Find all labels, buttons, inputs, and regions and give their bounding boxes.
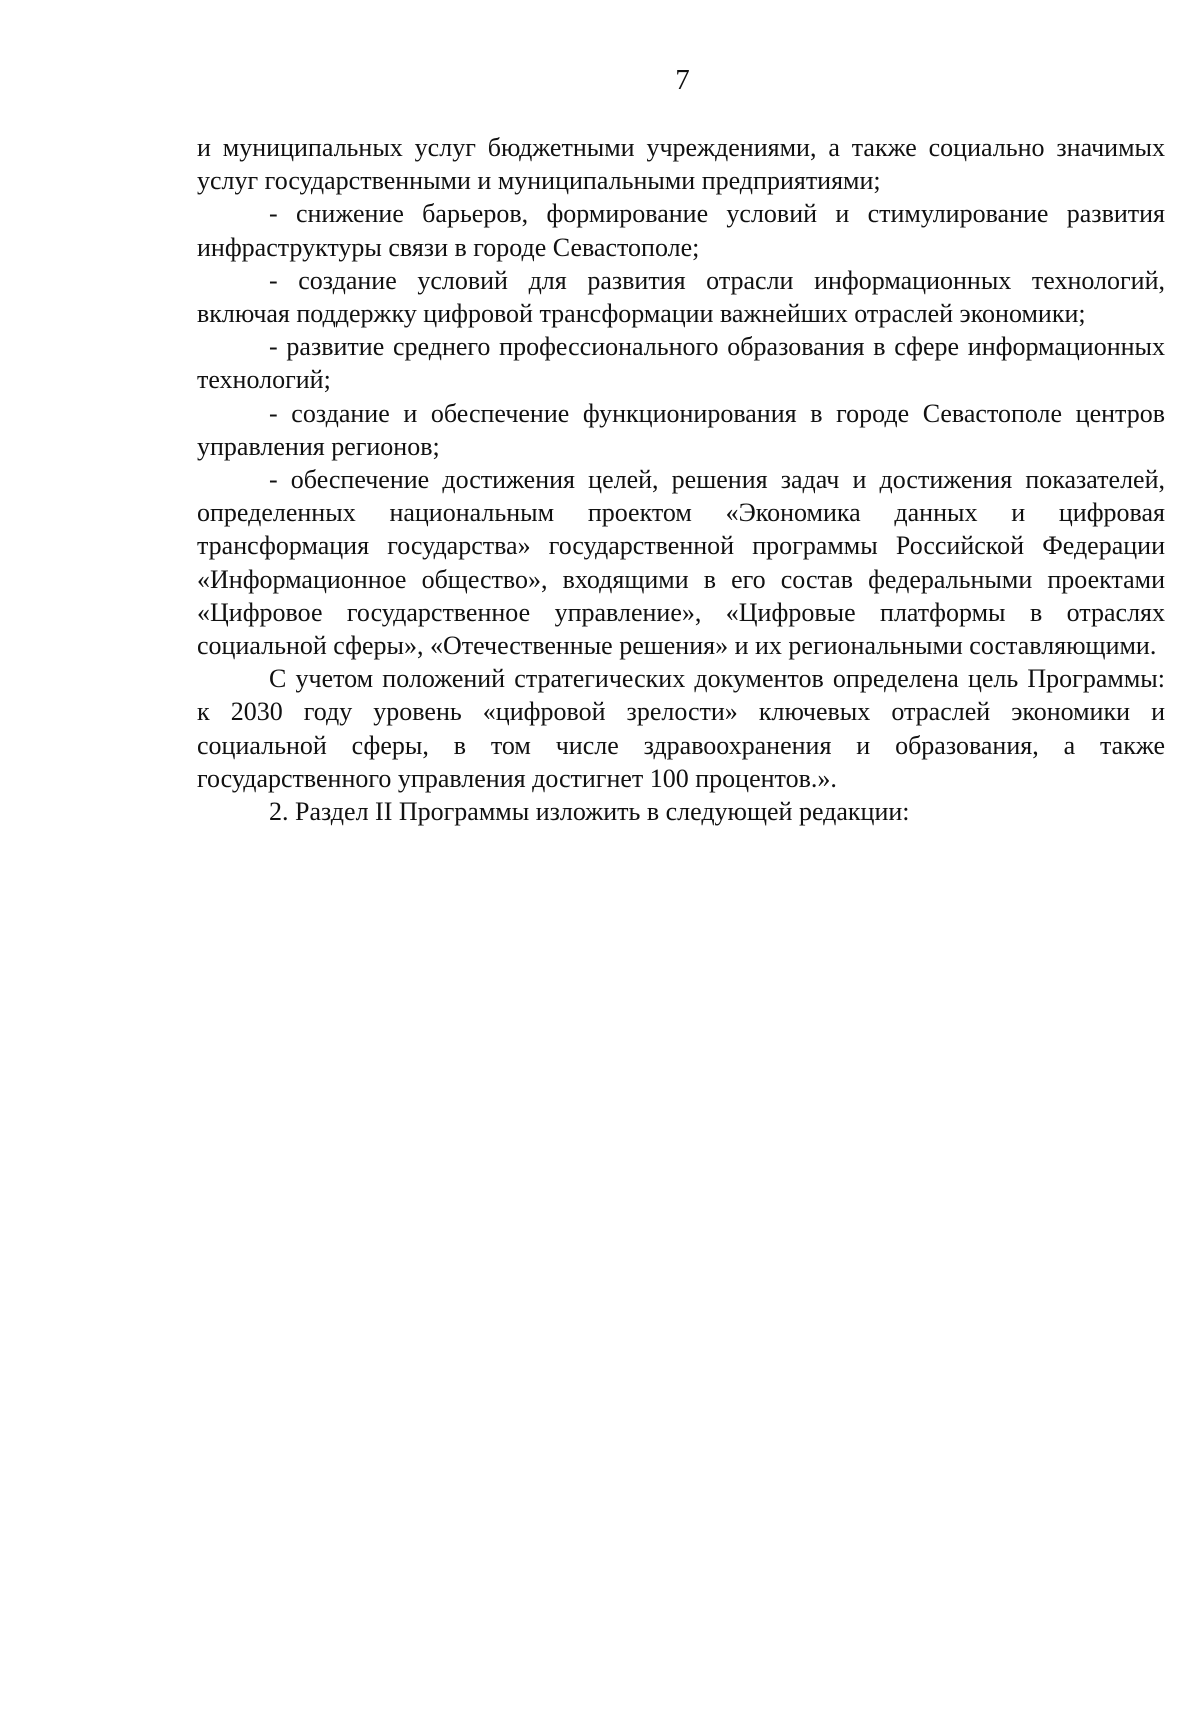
continuation-paragraph: и муниципальных услуг бюджетными учреждениями, а также социально значимых услуг государственными и муниципальными предприятиями; (197, 133, 1165, 196)
program-goal-paragraph: С учетом положений стратегических документов определена цель Программы: к 2030 году уровень «цифровой зрелости» ключевых отраслей экономики и социальной сферы, в том числе здравоохранения и образования, а также государственного управления достигнет 100 процентов.». (197, 664, 1165, 793)
section-two-amendment-paragraph: 2. Раздел II Программы изложить в следующей редакции: (269, 797, 910, 827)
page-number: 7 (675, 64, 690, 96)
list-item-it-vocational-education: - развитие среднего профессионального образования в сфере информационных технологий; (197, 332, 1165, 395)
list-item-regional-management-centers: - создание и обеспечение функционирования в городе Севастополе центров управления регионов; (197, 398, 1165, 461)
document-body (197, 131, 1165, 828)
list-item-communication-infrastructure: - снижение барьеров, формирование условий и стимулирование развития инфраструктуры связи в городе Севастополе; (197, 199, 1165, 262)
list-item-national-project-goals: - обеспечение достижения целей, решения задач и достижения показателей, определенных национальным проектом «Экономика данных и цифровая трансформация государства» государственной программы Российской Федерации «Информационное общество», входящими в его состав федеральными проектами «Цифровое государственное управление», «Цифровые платформы в отраслях социальной сферы», «Отечественные решения» и их региональными составляющими. (197, 465, 1165, 661)
list-item-it-industry-development: - создание условий для развития отрасли информационных технологий, включая поддержку цифровой трансформации важнейших отраслей экономики; (197, 265, 1165, 329)
